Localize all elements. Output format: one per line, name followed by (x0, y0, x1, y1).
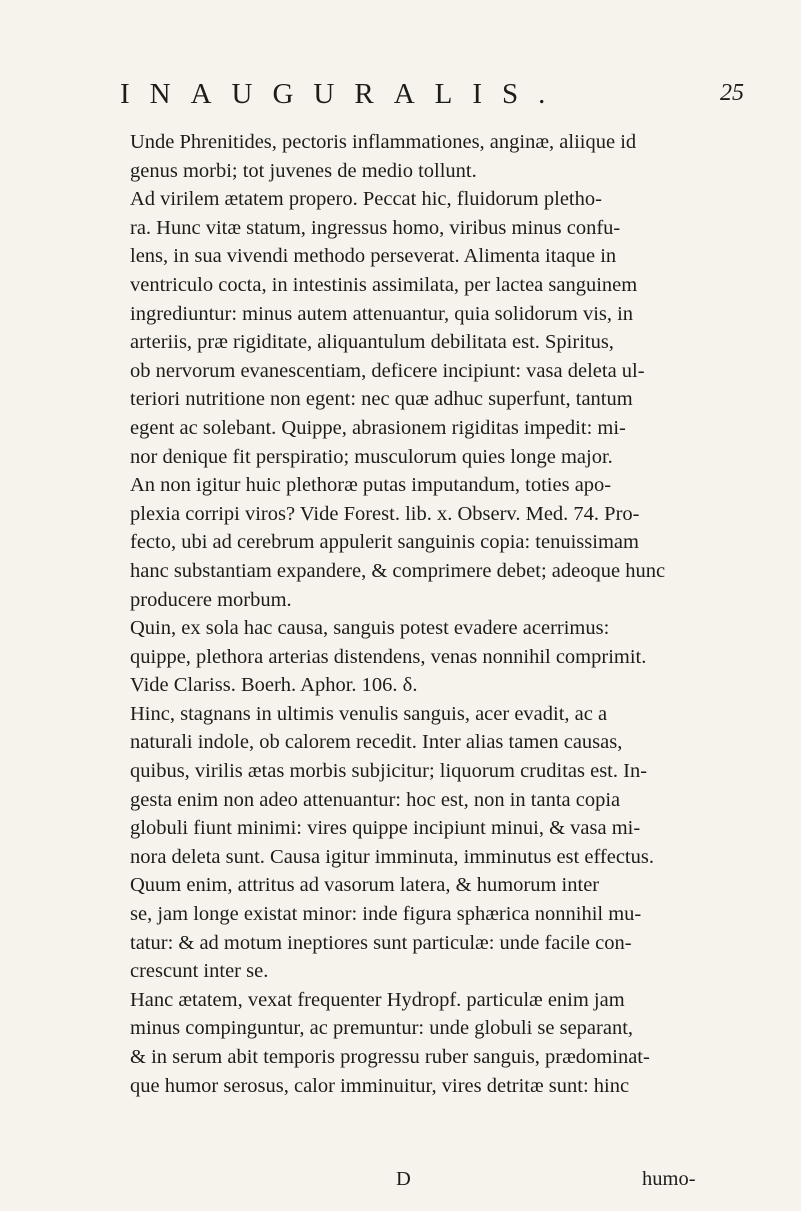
text-line: genus morbi; tot juvenes de medio tollunt. (130, 159, 477, 182)
text-line: & in serum abit temporis progressu ruber sanguis, prædominat- (130, 1046, 650, 1068)
text-line: Quum enim, attritus ad vasorum latera, & humorum inter (130, 874, 600, 897)
text-line: An non igitur huic plethoræ putas imputandum, toties apo- (130, 474, 612, 497)
text-line: naturali indole, ob calorem recedit. Inter alias tamen causas, (130, 731, 623, 754)
text-line: que humor serosus, calor imminuitur, vires detritæ sunt: hinc (130, 1074, 630, 1097)
text-line: Hanc ætatem, vexat frequenter Hydropf. particulæ enim jam (130, 988, 625, 1011)
signature-mark: D (396, 1168, 411, 1190)
paragraph (110, 986, 710, 1100)
text-line: Vide Clariss. Boerh. Aphor. 106. δ. (130, 674, 418, 697)
page-number: 25 (720, 80, 744, 106)
text-line: egent ac solebant. Quippe, abrasionem rigiditas impedit: mi- (130, 416, 626, 439)
text-line: Hinc, stagnans in ultimis venulis sanguis, acer evadit, ac a (130, 702, 608, 725)
paragraph (110, 871, 710, 985)
text-line: quibus, virilis ætas morbis subjicitur; liquorum cruditas est. In- (130, 760, 648, 783)
text-line: globuli fiunt minimi: vires quippe incipiunt minui, & vasa mi- (130, 817, 641, 840)
text-line: crescunt inter se. (130, 960, 269, 983)
text-line: Unde Phrenitides, pectoris inflammationes, anginæ, aliique id (130, 131, 637, 153)
text-line: producere morbum. (130, 588, 292, 611)
text-line: nora deleta sunt. Causa igitur imminuta, imminutus est effectus. (130, 845, 654, 868)
catchword: humo- (642, 1168, 696, 1190)
text-line: se, jam longe existat minor: inde figura sphærica nonnihil mu- (130, 903, 642, 926)
text-line: lens, in sua vivendi methodo perseverat. Alimenta itaque in (130, 245, 617, 268)
running-title: INAUGURALIS. (120, 78, 566, 110)
paragraph (110, 471, 710, 614)
text-line: fecto, ubi ad cerebrum appulerit sanguinis copia: tenuissimam (130, 531, 639, 554)
paragraph (110, 128, 710, 185)
text-line: minus compinguntur, ac premuntur: unde globuli se separant, (130, 1017, 634, 1040)
paragraph (110, 614, 710, 700)
body-text (110, 128, 710, 1100)
paragraph (110, 185, 710, 471)
text-line: Quin, ex sola hac causa, sanguis potest evadere acerrimus: (130, 617, 610, 640)
text-line: nor denique fit perspiratio; musculorum quies longe major. (130, 445, 613, 468)
text-line: ra. Hunc vitæ statum, ingressus homo, viribus minus confu- (130, 216, 621, 239)
text-line: ingrediuntur: minus autem attenuantur, quia solidorum vis, in (130, 302, 634, 325)
text-line: arteriis, præ rigiditate, aliquantulum debilitata est. Spiritus, (130, 331, 614, 354)
paragraph (110, 700, 710, 872)
text-line: ventriculo cocta, in intestinis assimilata, per lactea sanguinem (130, 273, 638, 296)
text-line: Ad virilem ætatem propero. Peccat hic, fluidorum pletho- (130, 188, 602, 211)
text-line: teriori nutritione non egent: nec quæ adhuc superfunt, tantum (130, 388, 633, 411)
text-line: gesta enim non adeo attenuantur: hoc est, non in tanta copia (130, 788, 621, 811)
text-line: tatur: & ad motum ineptiores sunt particulæ: unde facile con- (130, 931, 632, 954)
text-line: hanc substantiam expandere, & comprimere debet; adeoque hunc (130, 559, 666, 582)
text-line: ob nervorum evanescentiam, deficere incipiunt: vasa deleta ul- (130, 359, 645, 382)
text-line: plexia corripi viros? Vide Forest. lib. x. Observ. Med. 74. Pro- (130, 502, 640, 525)
text-line: quippe, plethora arterias distendens, venas nonnihil comprimit. (130, 645, 647, 668)
